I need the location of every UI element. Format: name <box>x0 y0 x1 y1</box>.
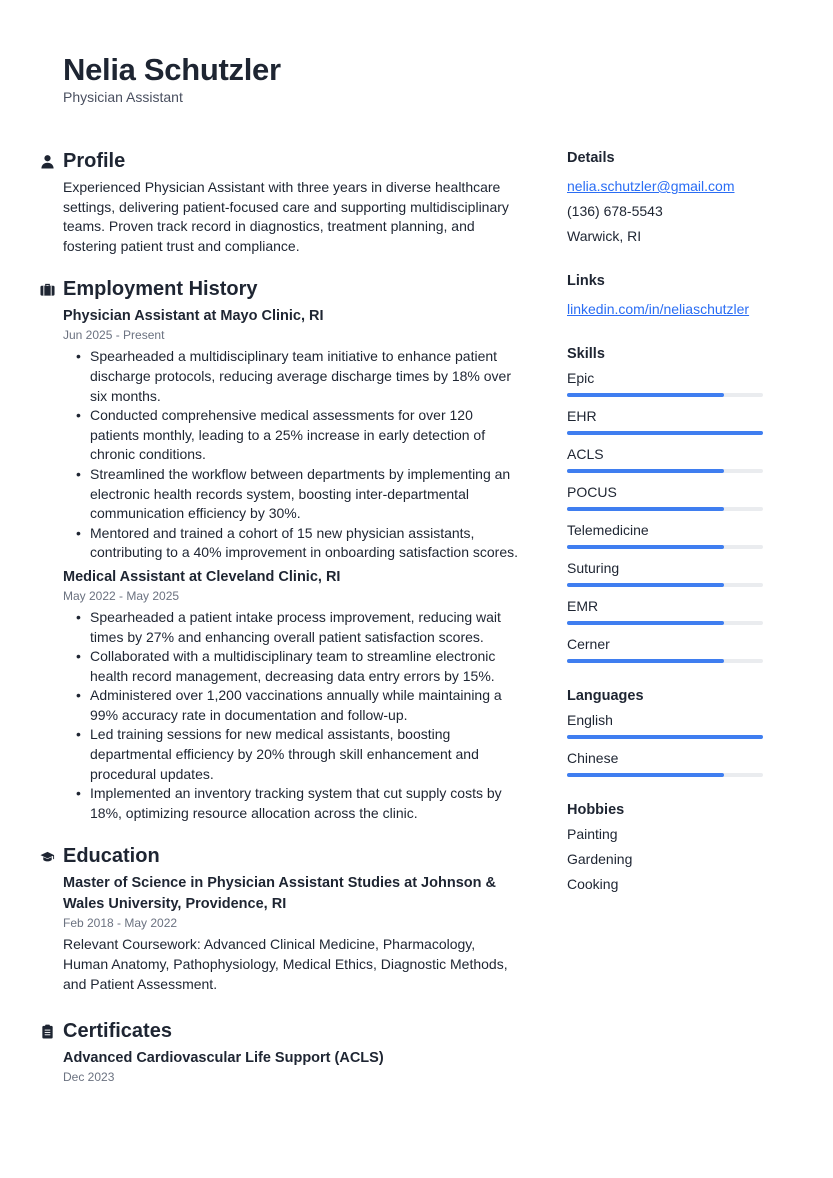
hobby-list <box>567 822 767 897</box>
hobby-item: Cooking <box>567 876 619 892</box>
email-link[interactable]: nelia.schutzler@gmail.com <box>567 178 735 194</box>
level-bar-fill <box>567 773 724 777</box>
skill-name: Epic <box>567 370 595 386</box>
skill-item <box>567 632 767 670</box>
level-bar-fill <box>567 431 763 435</box>
briefcase-icon <box>40 279 63 299</box>
level-bar-track <box>567 469 763 473</box>
job-bullet: • Conducted comprehensive medical assessments for over 120 patients monthly, leading to a 25% increase in early detection of chronic conditions. <box>76 406 522 465</box>
graduation-cap-icon <box>40 846 63 866</box>
main-column <box>40 148 522 1106</box>
details-section <box>567 148 767 249</box>
skill-item <box>567 366 767 404</box>
level-bar-fill <box>567 507 724 511</box>
job-bullets <box>63 347 522 563</box>
level-bar-fill <box>567 545 724 549</box>
job-bullet: • Spearheaded a multidisciplinary team initiative to enhance patient discharge protocols, reducing average discharge times by 18% over six months. <box>76 347 522 406</box>
linkedin-link[interactable]: linkedin.com/in/neliaschutzler <box>567 301 750 317</box>
job-bullet: • Implemented an inventory tracking system that cut supply costs by 18%, optimizing resource allocation across the clinic. <box>76 784 522 823</box>
language-list <box>567 708 767 784</box>
level-bar-fill <box>567 621 724 625</box>
level-bar-fill <box>567 469 724 473</box>
level-bar-track <box>567 621 763 625</box>
skill-name: Cerner <box>567 636 610 652</box>
skill-name: EMR <box>567 598 599 614</box>
job-title: Physician Assistant at Mayo Clinic, RI <box>63 308 324 325</box>
level-bar-track <box>567 773 763 777</box>
level-bar-track <box>567 545 763 549</box>
job-bullet: • Collaborated with a multidisciplinary team to streamline electronic health record management, decreasing data entry errors by 15%. <box>76 647 522 686</box>
candidate-role: Physician Assistant <box>63 89 183 105</box>
skill-name: Telemedicine <box>567 522 649 538</box>
job-bullet: • Streamlined the workflow between departments by implementing an electronic health records system, boosting inter-departmental communication efficiency by 30%. <box>76 465 522 524</box>
hobbies-heading: Hobbies <box>567 802 625 818</box>
skill-name: ACLS <box>567 446 604 462</box>
hobbies-section <box>567 800 767 897</box>
skill-item <box>567 518 767 556</box>
skills-heading: Skills <box>567 346 605 362</box>
skill-name: EHR <box>567 408 597 424</box>
hobby-item: Painting <box>567 826 618 842</box>
job-entry <box>63 567 522 824</box>
profile-section <box>40 148 522 256</box>
resume-header <box>63 52 281 106</box>
skill-name: POCUS <box>567 484 617 500</box>
job-bullet: • Administered over 1,200 vaccinations annually while maintaining a 99% accuracy rate in documentation and follow-up. <box>76 686 522 725</box>
profile-summary: Experienced Physician Assistant with three years in diverse healthcare settings, delivering patient-focused care and supporting multidisciplinary teams. Proven track record in diagnostics, treatment planning, and fostering patient trust and compliance. <box>63 179 509 254</box>
job-entry <box>63 306 522 563</box>
coursework: Relevant Coursework: Advanced Clinical Medicine, Pharmacology, Human Anatomy, Pathophysiology, Medical Ethics, Diagnostic Methods, and Patient Assessment. <box>63 936 508 992</box>
candidate-name: Nelia Schutzler <box>63 52 281 87</box>
level-bar-track <box>567 393 763 397</box>
skills-section <box>567 344 767 670</box>
certificate-date: Dec 2023 <box>63 1070 115 1085</box>
degree-title: Master of Science in Physician Assistant Studies at Johnson & Wales University, Providence, RI <box>63 875 496 913</box>
level-bar-track <box>567 431 763 435</box>
job-bullet: • Spearheaded a patient intake process improvement, reducing wait times by 27% and enhancing overall patient satisfaction scores. <box>76 608 522 647</box>
skill-item <box>567 404 767 442</box>
skill-item <box>567 594 767 632</box>
skill-item <box>567 442 767 480</box>
clipboard-icon <box>40 1021 63 1041</box>
level-bar-track <box>567 735 763 739</box>
job-bullet: • Led training sessions for new medical assistants, boosting departmental efficiency by 20% through skill enhancement and procedural updates. <box>76 725 522 784</box>
job-title: Medical Assistant at Cleveland Clinic, RI <box>63 568 341 585</box>
languages-section <box>567 686 767 784</box>
job-bullets <box>63 608 522 824</box>
level-bar-fill <box>567 735 763 739</box>
level-bar-track <box>567 659 763 663</box>
job-list <box>40 306 522 823</box>
profile-heading: Profile <box>63 149 126 172</box>
job-date: Jun 2025 - Present <box>63 328 165 343</box>
education-heading: Education <box>63 844 160 867</box>
links-section <box>567 271 767 322</box>
certificates-section <box>40 1018 522 1086</box>
level-bar-fill <box>567 583 724 587</box>
degree-date: Feb 2018 - May 2022 <box>63 916 178 931</box>
level-bar-track <box>567 507 763 511</box>
job-bullet: • Mentored and trained a cohort of 15 new physician assistants, contributing to a 40% improvement in onboarding satisfaction scores. <box>76 524 522 563</box>
language-name: English <box>567 712 613 728</box>
person-icon <box>40 151 63 171</box>
language-name: Chinese <box>567 750 619 766</box>
languages-heading: Languages <box>567 688 644 704</box>
language-item <box>567 708 767 746</box>
certificates-heading: Certificates <box>63 1019 172 1042</box>
employment-heading: Employment History <box>63 277 258 300</box>
phone-number: (136) 678-5543 <box>567 203 663 219</box>
job-date: May 2022 - May 2025 <box>63 588 180 603</box>
links-heading: Links <box>567 273 605 289</box>
location: Warwick, RI <box>567 228 642 244</box>
level-bar-fill <box>567 659 724 663</box>
details-heading: Details <box>567 150 615 166</box>
level-bar-track <box>567 583 763 587</box>
hobby-item: Gardening <box>567 851 633 867</box>
skill-item <box>567 556 767 594</box>
level-bar-fill <box>567 393 724 397</box>
skill-name: Suturing <box>567 560 620 576</box>
sidebar-column <box>567 148 767 919</box>
education-section <box>40 843 522 994</box>
skill-item <box>567 480 767 518</box>
certificate-name: Advanced Cardiovascular Life Support (ACLS) <box>63 1050 384 1067</box>
language-item <box>567 746 767 784</box>
employment-section <box>40 276 522 823</box>
skill-list <box>567 366 767 670</box>
